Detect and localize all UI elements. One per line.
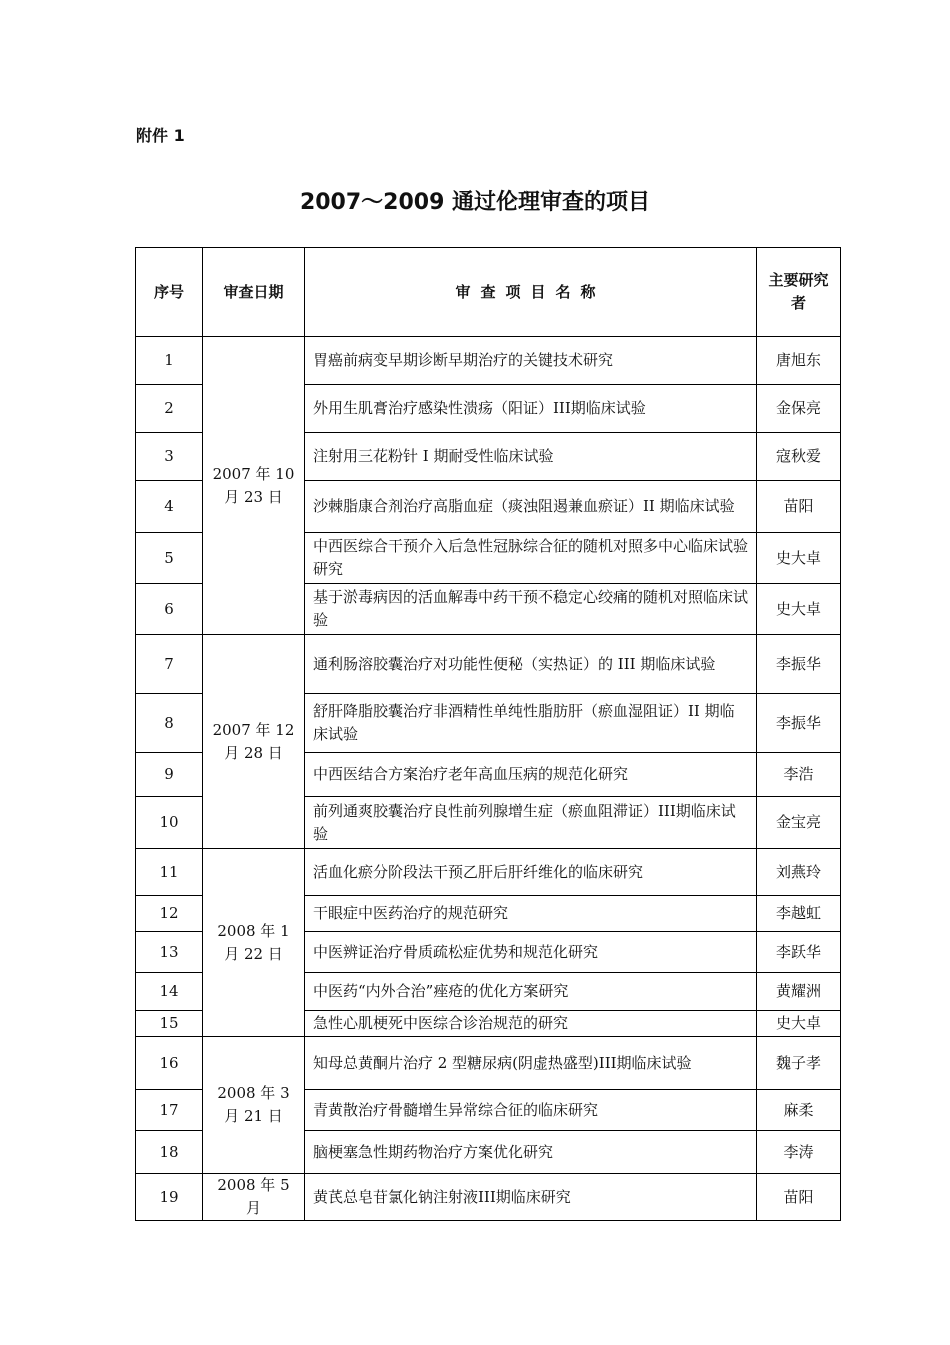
principal-investigator-cell: 金宝亮 [757, 797, 841, 849]
serial-number-cell: 2 [136, 385, 203, 433]
serial-number-cell: 17 [136, 1090, 203, 1131]
project-name-cell: 沙棘脂康合剂治疗高脂血症（痰浊阻遏兼血瘀证）II 期临床试验 [305, 481, 757, 533]
project-name-cell: 外用生肌膏治疗感染性溃疡（阳证）III期临床试验 [305, 385, 757, 433]
review-date-cell: 2008 年 3 月 21 日 [203, 1037, 305, 1174]
principal-investigator-cell: 苗阳 [757, 1174, 841, 1221]
project-name-cell: 干眼症中医药治疗的规范研究 [305, 896, 757, 932]
principal-investigator-cell: 苗阳 [757, 481, 841, 533]
project-name-cell: 注射用三花粉针 I 期耐受性临床试验 [305, 433, 757, 481]
principal-investigator-cell: 麻柔 [757, 1090, 841, 1131]
table-header-row [136, 248, 841, 337]
serial-number-cell: 15 [136, 1011, 203, 1037]
header-review-date: 审查日期 [203, 248, 305, 337]
review-date-cell: 2007 年 12 月 28 日 [203, 635, 305, 849]
project-name-cell: 青黄散治疗骨髓增生异常综合征的临床研究 [305, 1090, 757, 1131]
principal-investigator-cell: 李振华 [757, 635, 841, 694]
principal-investigator-cell: 魏子孝 [757, 1037, 841, 1090]
serial-number-cell: 14 [136, 973, 203, 1011]
principal-investigator-cell: 史大卓 [757, 1011, 841, 1037]
principal-investigator-cell: 唐旭东 [757, 337, 841, 385]
serial-number-cell: 19 [136, 1174, 203, 1221]
serial-number-cell: 4 [136, 481, 203, 533]
serial-number-cell: 9 [136, 753, 203, 797]
project-name-cell: 急性心肌梗死中医综合诊治规范的研究 [305, 1011, 757, 1037]
principal-investigator-cell: 李越虹 [757, 896, 841, 932]
serial-number-cell: 8 [136, 694, 203, 753]
serial-number-cell: 11 [136, 849, 203, 896]
principal-investigator-cell: 史大卓 [757, 584, 841, 635]
serial-number-cell: 7 [136, 635, 203, 694]
project-name-cell: 基于淤毒病因的活血解毒中药干预不稳定心绞痛的随机对照临床试验 [305, 584, 757, 635]
principal-investigator-cell: 李振华 [757, 694, 841, 753]
page-title: 2007～2009 通过伦理审查的项目 [299, 190, 651, 215]
principal-investigator-cell: 李涛 [757, 1131, 841, 1174]
attachment-label: 附件 1 [136, 126, 185, 145]
serial-number-cell: 16 [136, 1037, 203, 1090]
serial-number-cell: 13 [136, 932, 203, 973]
table-row [136, 1174, 841, 1221]
serial-number-cell: 12 [136, 896, 203, 932]
table-row [136, 635, 841, 694]
principal-investigator-cell: 黄耀洲 [757, 973, 841, 1011]
serial-number-cell: 3 [136, 433, 203, 481]
review-date-cell: 2007 年 10 月 23 日 [203, 337, 305, 635]
principal-investigator-cell: 李跃华 [757, 932, 841, 973]
principal-investigator-cell: 寇秋爱 [757, 433, 841, 481]
serial-number-cell: 1 [136, 337, 203, 385]
table-row [136, 849, 841, 896]
header-project-name: 审查项目名称 [305, 248, 757, 337]
project-name-cell: 前列通爽胶囊治疗良性前列腺增生症（瘀血阻滞证）III期临床试验 [305, 797, 757, 849]
header-serial-number: 序号 [136, 248, 203, 337]
header-principal-investigator: 主要研究者 [757, 248, 841, 337]
principal-investigator-cell: 史大卓 [757, 533, 841, 584]
project-name-cell: 胃癌前病变早期诊断早期治疗的关键技术研究 [305, 337, 757, 385]
project-name-cell: 活血化瘀分阶段法干预乙肝后肝纤维化的临床研究 [305, 849, 757, 896]
review-date-cell: 2008 年 1 月 22 日 [203, 849, 305, 1037]
project-name-cell: 中西医综合干预介入后急性冠脉综合征的随机对照多中心临床试验研究 [305, 533, 757, 584]
project-name-cell: 中医辨证治疗骨质疏松症优势和规范化研究 [305, 932, 757, 973]
principal-investigator-cell: 李浩 [757, 753, 841, 797]
project-name-cell: 通利肠溶胶囊治疗对功能性便秘（实热证）的 III 期临床试验 [305, 635, 757, 694]
project-name-cell: 中医药“内外合治”痤疮的优化方案研究 [305, 973, 757, 1011]
table-row [136, 337, 841, 385]
principal-investigator-cell: 金保亮 [757, 385, 841, 433]
table-row [136, 1037, 841, 1090]
project-name-cell: 知母总黄酮片治疗 2 型糖尿病(阴虚热盛型)III期临床试验 [305, 1037, 757, 1090]
ethics-review-table [135, 247, 841, 1221]
project-name-cell: 舒肝降脂胶囊治疗非酒精性单纯性脂肪肝（瘀血湿阻证）II 期临床试验 [305, 694, 757, 753]
serial-number-cell: 5 [136, 533, 203, 584]
project-name-cell: 中西医结合方案治疗老年高血压病的规范化研究 [305, 753, 757, 797]
project-name-cell: 脑梗塞急性期药物治疗方案优化研究 [305, 1131, 757, 1174]
project-name-cell: 黄芪总皂苷氯化钠注射液III期临床研究 [305, 1174, 757, 1221]
serial-number-cell: 10 [136, 797, 203, 849]
serial-number-cell: 18 [136, 1131, 203, 1174]
principal-investigator-cell: 刘燕玲 [757, 849, 841, 896]
serial-number-cell: 6 [136, 584, 203, 635]
review-date-cell: 2008 年 5 月 [203, 1174, 305, 1221]
